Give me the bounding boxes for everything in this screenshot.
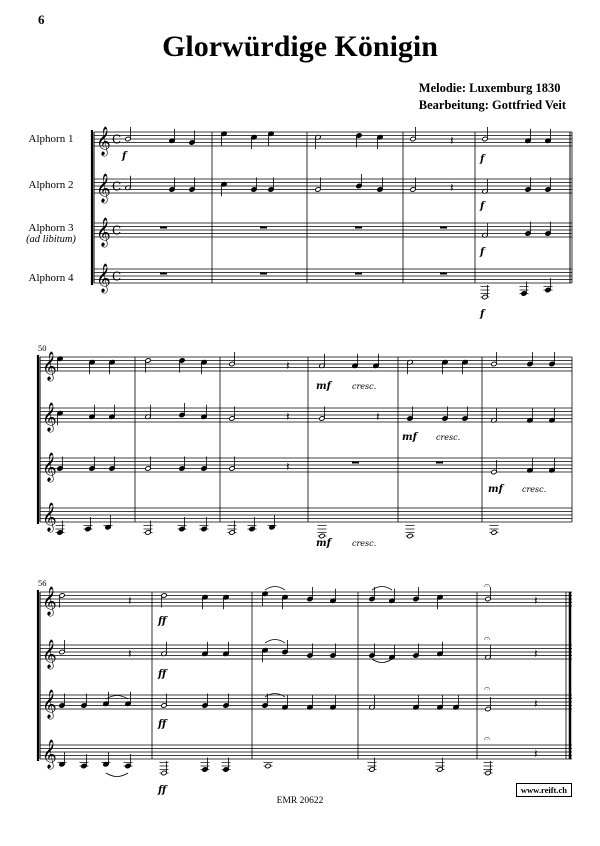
treble-clef: 𝄞 [42,739,57,768]
quarter-rest: 𝄽 [286,358,290,373]
arrangement-credit: Bearbeitung: Gottfried Veit [418,98,566,112]
treble-clef: 𝄞 [42,689,57,718]
dynamic-ff: ff [158,719,167,730]
quarter-rest: 𝄽 [286,459,290,474]
melody-credit: Melodie: Luxemburg 1830 [418,81,561,95]
common-time: C [112,179,122,194]
dynamic-f: f [480,309,485,320]
quarter-rest: 𝄽 [450,133,454,148]
notehead [491,530,497,535]
fermata: 𝄐 [484,632,491,645]
common-time: C [112,132,122,147]
quarter-rest: 𝄽 [128,646,132,661]
slur [265,587,285,591]
quarter-rest: 𝄽 [450,180,454,195]
dynamic-mf: mf [316,538,331,549]
treble-clef: 𝄞 [42,351,57,380]
instrument-label-3-note: (ad libitum) [26,234,76,245]
dynamic-ff: ff [158,669,167,680]
instrument-label-1: Alphorn 1 [28,133,74,145]
treble-clef: 𝄞 [42,586,57,615]
slur [372,587,392,591]
dynamic-ff: ff [158,785,167,796]
whole-rest [160,227,167,229]
whole-rest [260,273,267,275]
instrument-label-2: Alphorn 2 [28,179,74,191]
instrument-label-4: Alphorn 4 [28,272,74,284]
treble-clef: 𝄞 [42,502,57,531]
treble-clef: 𝄞 [42,402,57,431]
whole-rest [260,227,267,229]
whole-rest [352,462,359,464]
dynamic-mf: mf [316,381,331,392]
common-time: C [112,223,122,238]
slur [106,773,128,777]
crescendo-marking: cresc. [352,382,377,391]
treble-clef: 𝄞 [96,173,111,202]
quarter-rest: 𝄽 [534,696,538,711]
quarter-rest: 𝄽 [286,409,290,424]
dynamic-f: f [480,247,485,258]
treble-clef: 𝄞 [42,639,57,668]
fermata: 𝄐 [484,682,491,695]
instrument-label-3-name: Alphorn 3 [28,222,74,234]
dynamic-f: f [480,154,485,165]
fermata: 𝄐 [484,732,491,745]
quarter-rest: 𝄽 [534,593,538,608]
treble-clef: 𝄞 [42,452,57,481]
whole-rest [160,273,167,275]
quarter-rest: 𝄽 [534,746,538,761]
measure-number-50: 50 [38,343,47,353]
whole-rest [355,227,362,229]
quarter-rest: 𝄽 [128,593,132,608]
treble-clef: 𝄞 [96,263,111,292]
whole-rest [440,273,447,275]
whole-rest [355,273,362,275]
notehead [265,763,271,768]
page-title: Glorwürdige Königin [162,30,438,63]
whole-rest [440,227,447,229]
treble-clef: 𝄞 [96,126,111,155]
notehead [407,533,413,538]
dynamic-mf: mf [402,432,417,443]
whole-rest [436,462,443,464]
treble-clef: 𝄞 [96,217,111,246]
page-number: 6 [38,12,45,27]
quarter-rest: 𝄽 [534,646,538,661]
catalog-code: EMR 20622 [276,796,324,806]
quarter-rest: 𝄽 [376,409,380,424]
crescendo-marking: cresc. [352,539,377,548]
publisher-website: www.reift.ch [516,783,572,797]
crescendo-marking: cresc. [522,485,547,494]
dynamic-f: f [122,151,127,162]
slur [265,640,285,644]
dynamic-mf: mf [488,484,503,495]
common-time: C [112,269,122,284]
crescendo-marking: cresc. [436,433,461,442]
slur [372,659,392,663]
dynamic-ff: ff [158,616,167,627]
fermata: 𝄐 [484,579,491,592]
dynamic-f: f [480,201,485,212]
measure-number-56: 56 [38,578,47,588]
